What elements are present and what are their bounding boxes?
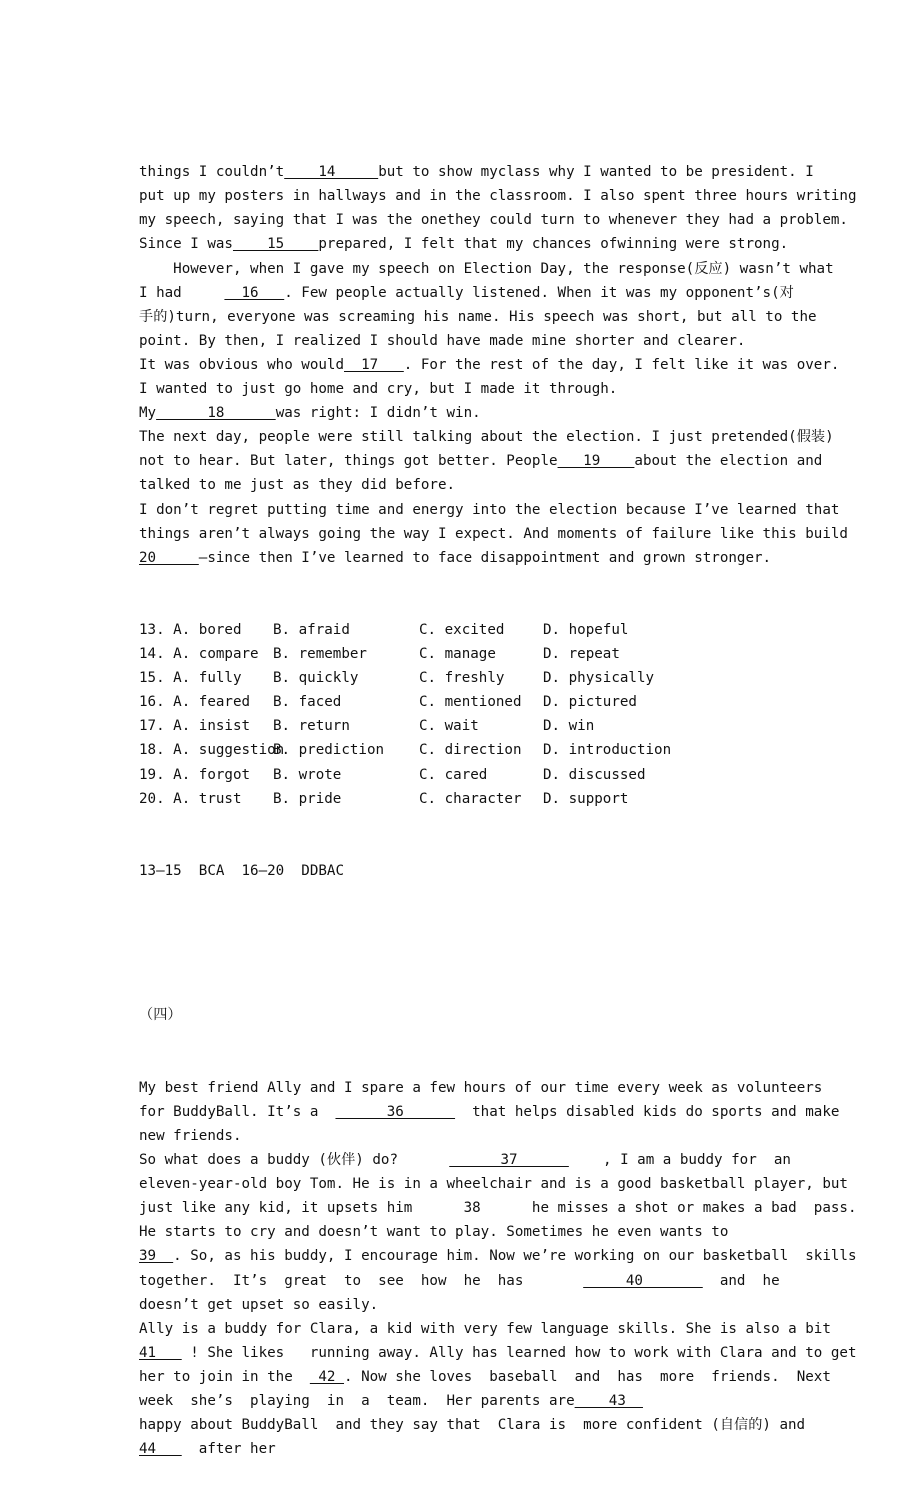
document-page xyxy=(139,112,857,1485)
answer-blank: 18 xyxy=(156,405,276,422)
line-text: I had xyxy=(139,284,225,301)
answer-blank: 40 xyxy=(583,1272,703,1289)
line-text: just like any kid, it upsets him 38 he misses a shot or makes a bad pass. xyxy=(139,1200,857,1217)
question-option: D. discussed xyxy=(543,766,646,783)
passage3-line xyxy=(139,498,840,522)
passage4-line xyxy=(139,1100,840,1124)
line-text: , I am a buddy for an xyxy=(568,1152,791,1169)
line-text: doesn’t get upset so easily. xyxy=(139,1296,379,1313)
question-option-a: 13. A. bored xyxy=(139,621,242,638)
line-text: He starts to cry and doesn’t want to play. Sometimes he even wants to xyxy=(139,1224,729,1241)
line-text: ! She likes running away. Ally has learned how to work with Clara and to get xyxy=(181,1344,857,1361)
question-option: C. direction xyxy=(419,742,522,759)
line-text: things aren’t always going the way I expect. And moments of failure like this build xyxy=(139,525,848,542)
answer-blank: 37 xyxy=(449,1152,569,1169)
line-text: happy about BuddyBall and they say that Clara is more confident (自信的) and xyxy=(139,1417,806,1434)
passage4-line xyxy=(139,1076,823,1100)
line-text: for BuddyBall. It’s a xyxy=(139,1103,336,1120)
answer-key: 13—15 BCA 16—20 DDBAC xyxy=(139,862,344,879)
question-option: B. faced xyxy=(273,694,342,711)
question-option: B. prediction xyxy=(273,742,385,759)
answer-blank: 20 xyxy=(139,549,199,566)
question-option: C. freshly xyxy=(419,670,505,687)
line-text: point. By then, I realized I should have made mine shorter and clearer. xyxy=(139,332,746,349)
passage4-line xyxy=(139,1413,819,1437)
line-text: put up my posters in hallways and in the classroom. I also spent three hours writing xyxy=(139,188,857,205)
question-option: D. hopeful xyxy=(543,621,629,638)
line-text: and he xyxy=(702,1272,780,1289)
passage3-line xyxy=(139,305,819,329)
passage4-line xyxy=(139,1172,848,1196)
question-options-row xyxy=(139,666,819,690)
question-option-a: 15. A. fully xyxy=(139,670,242,687)
passage4-line xyxy=(139,1269,819,1293)
question-option: D. pictured xyxy=(543,694,637,711)
line-text: My xyxy=(139,405,157,422)
question-option: B. afraid xyxy=(273,621,350,638)
passage4-line xyxy=(139,1365,831,1389)
passage4-line xyxy=(139,1124,819,1148)
passage3-line xyxy=(139,449,823,473)
passage4-line xyxy=(139,1196,857,1220)
passage3-line xyxy=(139,401,819,425)
passage3-line xyxy=(139,473,819,497)
line-text: The next day, people were still talking about the election. I just pretended(假装) xyxy=(139,429,834,446)
line-text: not to hear. But later, things got better. People xyxy=(139,453,558,470)
answer-blank: 19 xyxy=(557,453,635,470)
question-options-row xyxy=(139,642,819,666)
question-option: C. excited xyxy=(419,621,505,638)
line-text: So what does a buddy (伙伴) do? xyxy=(139,1152,450,1169)
line-text: eleven-year-old boy Tom. He is in a wheelchair and is a good basketball player, but xyxy=(139,1176,848,1193)
question-option: B. quickly xyxy=(273,670,359,687)
passage3-line xyxy=(139,425,834,449)
line-text: I wanted to just go home and cry, but I made it through. xyxy=(139,381,618,398)
line-text: . For the rest of the day, I felt like it was over. xyxy=(403,356,840,373)
line-text: My best friend Ally and I spare a few hours of our time every week as volunteers xyxy=(139,1079,823,1096)
line-text: talked to me just as they did before. xyxy=(139,477,456,494)
line-text: prepared, I felt that my chances ofwinning were strong. xyxy=(318,236,789,253)
line-text: together. It’s great to see how he has xyxy=(139,1272,584,1289)
question-option: B. return xyxy=(273,718,350,735)
passage4-line xyxy=(139,1317,831,1341)
passage3-line xyxy=(139,208,848,232)
line-text: . Now she loves baseball and has more friends. Next xyxy=(344,1368,831,1385)
question-option: D. physically xyxy=(543,670,655,687)
line-text: new friends. xyxy=(139,1127,242,1144)
passage4-line xyxy=(139,1220,819,1244)
question-option-a: 20. A. trust xyxy=(139,790,242,807)
passage3-line xyxy=(139,546,819,570)
question-option-a: 19. A. forgot xyxy=(139,766,251,783)
question-option: C. mentioned xyxy=(419,694,522,711)
answer-blank: 41 xyxy=(139,1344,182,1361)
line-text: my speech, saying that I was the onethey could turn to whenever they had a problem. xyxy=(139,212,848,229)
passage3-line xyxy=(139,377,819,401)
answer-blank: 15 xyxy=(232,236,319,253)
answer-blank: 17 xyxy=(344,356,404,373)
question-options-row xyxy=(139,618,819,642)
passage4-line xyxy=(139,1244,857,1268)
answer-blank: 14 xyxy=(284,164,379,181)
line-text: about the election and xyxy=(634,453,823,470)
line-text: but to show myclass why I wanted to be president. I xyxy=(378,164,814,181)
section-heading: （四） xyxy=(139,1007,182,1024)
question-options-row xyxy=(139,714,819,738)
passage3-line xyxy=(139,522,848,546)
line-text: I don’t regret putting time and energy into the election because I’ve learned that xyxy=(139,501,840,518)
line-text: It was obvious who would xyxy=(139,356,344,373)
passage3-line xyxy=(139,184,857,208)
passage3-line xyxy=(139,232,819,256)
question-option: B. pride xyxy=(273,790,342,807)
question-option: B. remember xyxy=(273,646,367,663)
answer-blank: 43 xyxy=(574,1392,643,1409)
passage3-line xyxy=(139,257,834,281)
question-options-row xyxy=(139,738,819,762)
question-options-row xyxy=(139,763,819,787)
line-text: Ally is a buddy for Clara, a kid with very few language skills. She is also a bit xyxy=(139,1320,831,1337)
passage-three-options xyxy=(139,618,819,811)
line-text: that helps disabled kids do sports and make xyxy=(455,1103,840,1120)
line-text: . Few people actually listened. When it was my opponent’s(对 xyxy=(284,284,794,301)
line-text: things I couldn’t xyxy=(139,164,285,181)
line-text: 手的)turn, everyone was screaming his name. His speech was short, but all to the xyxy=(139,308,817,325)
line-text: week she’s playing in a team. Her parents are xyxy=(139,1392,575,1409)
question-option: D. repeat xyxy=(543,646,620,663)
passage4-line xyxy=(139,1293,819,1317)
question-option: B. wrote xyxy=(273,766,342,783)
line-text: —since then I’ve learned to face disappointment and grown stronger. xyxy=(198,549,772,566)
passage3-line xyxy=(139,329,819,353)
question-option: C. character xyxy=(419,790,522,807)
passage4-line xyxy=(139,1389,819,1413)
line-text: was right: I didn’t win. xyxy=(275,405,481,422)
question-option: D. support xyxy=(543,790,629,807)
question-option: C. cared xyxy=(419,766,488,783)
passage3-line xyxy=(139,160,819,184)
question-option-a: 17. A. insist xyxy=(139,718,251,735)
line-text: after her xyxy=(181,1441,276,1458)
passage4-line xyxy=(139,1148,819,1172)
question-options-row xyxy=(139,787,819,811)
answer-blank: 42 xyxy=(309,1368,345,1385)
passage4-line xyxy=(139,1341,857,1365)
question-option: D. introduction xyxy=(543,742,672,759)
passage-three xyxy=(139,160,857,570)
answer-blank: 16 xyxy=(224,284,285,301)
passage4-line xyxy=(139,1437,819,1461)
answer-blank: 39 xyxy=(139,1248,174,1265)
line-text: . So, as his buddy, I encourage him. Now we’re working on our basketball skills xyxy=(173,1248,857,1265)
question-option: C. wait xyxy=(419,718,479,735)
line-text: her to join in the xyxy=(139,1368,310,1385)
question-option: C. manage xyxy=(419,646,496,663)
question-option-a: 14. A. compare xyxy=(139,646,259,663)
question-option: D. win xyxy=(543,718,595,735)
question-options-row xyxy=(139,690,819,714)
answer-blank: 44 xyxy=(139,1441,182,1458)
passage3-line xyxy=(139,281,819,305)
passage-four xyxy=(139,1076,857,1462)
question-option-a: 18. A. suggestion xyxy=(139,742,285,759)
passage3-line xyxy=(139,353,840,377)
question-option-a: 16. A. feared xyxy=(139,694,251,711)
line-text: Since I was xyxy=(139,236,233,253)
answer-blank: 36 xyxy=(335,1103,456,1120)
line-text: However, when I gave my speech on Election Day, the response(反应) wasn’t what xyxy=(139,260,834,277)
